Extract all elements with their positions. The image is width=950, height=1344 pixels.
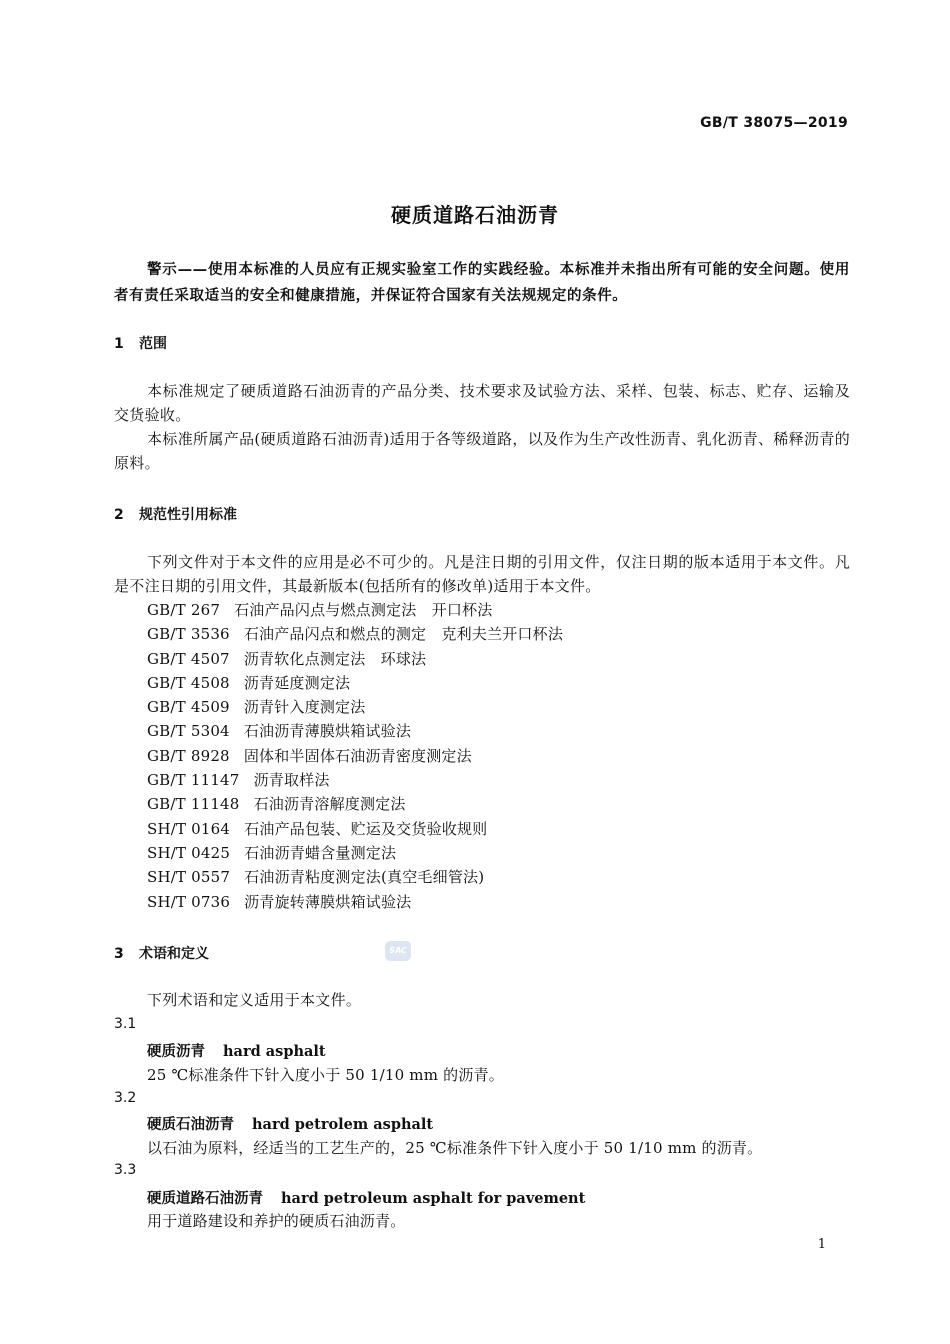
reference-item: [147, 744, 563, 768]
standard-number: GB/T 38075—2019: [700, 115, 848, 131]
reference-title: 沥青取样法: [253, 771, 330, 790]
section-title: 范围: [139, 336, 167, 352]
reference-title: 石油沥青粘度测定法(真空毛细管法): [244, 868, 485, 887]
reference-item: [147, 817, 563, 841]
section-1-paragraph-1: 本标准规定了硬质道路石油沥青的产品分类、技术要求及试验方法、采样、包装、标志、贮存、运输及交货验收。: [114, 382, 850, 424]
reference-code: GB/T 4507: [147, 649, 230, 668]
reference-code: GB/T 267: [147, 601, 221, 619]
reference-title: 石油沥青溶解度测定法: [253, 795, 406, 814]
reference-item: [147, 671, 563, 695]
reference-title: 石油沥青蜡含量测定法: [244, 843, 397, 862]
reference-code: GB/T 11148: [147, 795, 240, 814]
reference-title: 沥青延度测定法: [243, 673, 351, 692]
reference-item: [147, 792, 563, 816]
document-title: 硬质道路石油沥青: [391, 203, 559, 227]
term-zh: 硬质道路石油沥青: [147, 1190, 263, 1207]
term-zh: 硬质沥青: [147, 1043, 205, 1060]
term-number: 3.3: [114, 1162, 137, 1178]
reference-code: GB/T 4509: [147, 698, 230, 717]
term-heading: [147, 1187, 585, 1208]
term-number: 3.1: [114, 1016, 137, 1032]
warning-paragraph: 警示——使用本标准的人员应有正规实验室工作的实践经验。本标准并未指出所有可能的安全问题。使用者有责任采取适当的安全和健康措施，并保证符合国家有关法规规定的条件。: [114, 262, 850, 304]
reference-item: [147, 865, 563, 889]
section-title: 术语和定义: [139, 946, 209, 962]
section-number: 2: [114, 507, 124, 523]
term-definition: 25 ℃标准条件下针入度小于 50 1/10 mm 的沥青。: [147, 1066, 504, 1084]
term-en: hard petrolem asphalt: [252, 1116, 434, 1133]
section-1-paragraph-2: 本标准所属产品(硬质道路石油沥青)适用于各等级道路，以及作为生产改性沥青、乳化沥青、稀释沥青的原料。: [114, 430, 850, 472]
term-number: 3.2: [114, 1090, 137, 1106]
reference-item: [147, 768, 563, 792]
term-en: hard asphalt: [223, 1043, 326, 1060]
reference-title: 沥青旋转薄膜烘箱试验法: [244, 892, 412, 911]
reference-title: 石油沥青薄膜烘箱试验法: [243, 722, 412, 741]
reference-code: SH/T 0425: [147, 843, 231, 862]
sac-watermark-logo: SAC: [385, 941, 411, 961]
reference-item: [147, 890, 563, 914]
page-number: 1: [817, 1237, 826, 1252]
section-2-intro: 下列文件对于本文件的应用是必不可少的。凡是注日期的引用文件，仅注日期的版本适用于本文件。凡是不注日期的引用文件，其最新版本(包括所有的修改单)适用于本文件。: [114, 553, 850, 595]
reference-item: [147, 647, 563, 671]
reference-title: 石油产品闪点与燃点测定法 开口杯法: [234, 601, 493, 619]
reference-code: SH/T 0557: [147, 868, 231, 887]
section-3-heading: [114, 943, 209, 963]
reference-title: 石油产品闪点和燃点的测定 克利夫兰开口杯法: [243, 625, 564, 644]
section-number: 1: [114, 336, 124, 352]
section-3-intro: 下列术语和定义适用于本文件。: [147, 991, 362, 1009]
reference-code: GB/T 5304: [147, 722, 230, 741]
reference-code: GB/T 4508: [147, 673, 230, 692]
reference-title: 石油产品包装、贮运及交货验收规则: [244, 819, 488, 838]
term-en: hard petroleum asphalt for pavement: [281, 1190, 586, 1207]
reference-item: [147, 622, 563, 646]
reference-item: [147, 719, 563, 743]
term-heading: [147, 1040, 326, 1061]
term-definition: 用于道路建设和养护的硬质石油沥青。: [147, 1212, 406, 1230]
reference-title: 沥青软化点测定法 环球法: [243, 649, 427, 668]
reference-title: 沥青针入度测定法: [243, 698, 366, 717]
term-heading: [147, 1113, 433, 1134]
reference-code: GB/T 11147: [147, 771, 240, 790]
section-number: 3: [114, 946, 124, 962]
normative-references-list: [147, 598, 563, 914]
reference-code: SH/T 0736: [147, 892, 231, 911]
reference-item: [147, 695, 563, 719]
term-definition: 以石油为原料，经适当的工艺生产的，25 ℃标准条件下针入度小于 50 1/10 mm 的沥青。: [147, 1139, 763, 1157]
reference-item: [147, 841, 563, 865]
reference-code: GB/T 8928: [147, 746, 230, 765]
reference-title: 固体和半固体石油沥青密度测定法: [243, 746, 472, 765]
term-zh: 硬质石油沥青: [147, 1116, 234, 1133]
section-1-heading: [114, 333, 167, 353]
reference-code: GB/T 3536: [147, 625, 230, 644]
reference-code: SH/T 0164: [147, 819, 231, 838]
section-2-heading: [114, 504, 237, 524]
section-title: 规范性引用标准: [139, 507, 237, 523]
reference-item: [147, 598, 563, 622]
